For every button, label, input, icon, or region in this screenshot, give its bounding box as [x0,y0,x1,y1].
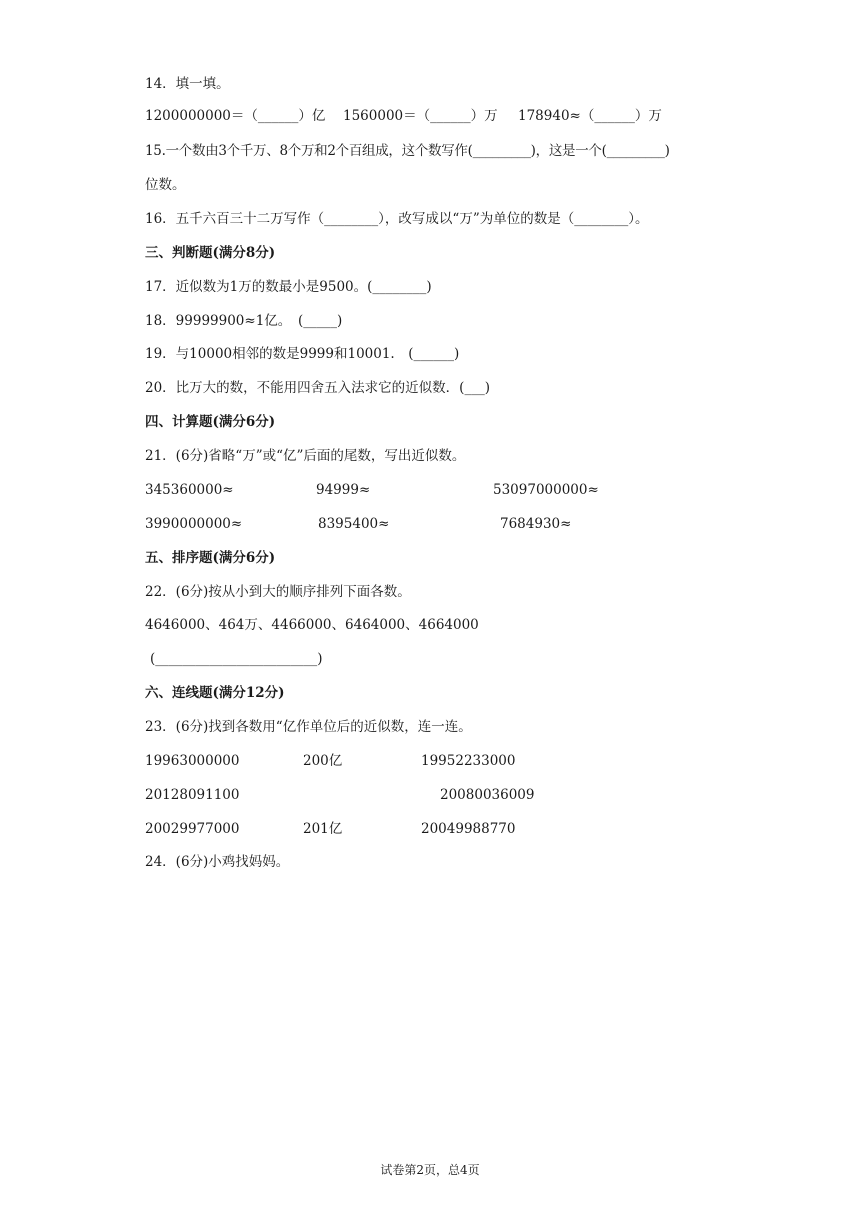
q21-row1-item-2: 94999≈ [316,482,371,498]
q14-title: 14．填一填。 [145,76,230,92]
q21-text: 21．(6分)省略“万”或“亿”后面的尾数，写出近似数。 [145,448,466,464]
q23-row3-number-2: 20049988770 [421,821,516,837]
q20-text: 20．比万大的数，不能用四舍五入法求它的近似数．(___) [145,380,490,396]
q22-answer-blank: (________________________) [150,651,323,667]
q23-row3-number-1: 20029977000 [145,821,240,837]
q21-row2-item-2: 8395400≈ [318,516,390,532]
q23-row2-number-1: 20128091100 [145,787,240,803]
q21-row2-item-1: 3990000000≈ [145,516,243,532]
q23-row3-approx: 201亿 [303,821,343,837]
q21-row1-item-3: 53097000000≈ [493,482,599,498]
section-3-title: 三、判断题(满分8分) [145,245,276,261]
section-5-title: 五、排序题(满分6分) [145,550,276,566]
q15-line-2: 位数。 [145,177,186,193]
page-footer: 试卷第2页，总4页 [380,1163,480,1177]
q17-text: 17．近似数为1万的数最小是9500。(________) [145,279,432,295]
q23-row2-number-2: 20080036009 [440,787,535,803]
q14-item-2: 1560000＝（______）万 [343,108,498,124]
q23-row1-number-2: 19952233000 [421,753,516,769]
q23-row1-approx: 200亿 [303,753,343,769]
q23-row1-number-1: 19963000000 [145,753,240,769]
q16-text: 16．五千六百三十二万写作（________），改写成以“万”为单位的数是（________）。 [145,211,649,227]
section-4-title: 四、计算题(满分6分) [145,414,276,430]
q14-item-3: 178940≈（______）万 [518,108,662,124]
q21-row1-item-1: 345360000≈ [145,482,234,498]
q15-line-1: 15.一个数由3个千万、8个万和2个百组成，这个数写作(_________)，这是一个(_________) [145,143,670,159]
q22-text: 22．(6分)按从小到大的顺序排列下面各数。 [145,584,411,600]
q22-numbers: 4646000、464万、4466000、6464000、4664000 [145,617,479,633]
q21-row2-item-3: 7684930≈ [500,516,572,532]
q24-text: 24．(6分)小鸡找妈妈。 [145,854,290,870]
q18-text: 18．99999900≈1亿。 (_____) [145,313,343,329]
section-6-title: 六、连线题(满分12分) [145,685,285,701]
q14-item-1: 1200000000＝（______）亿 [145,108,326,124]
q23-text: 23．(6分)找到各数用“亿作单位后的近似数，连一连。 [145,719,472,735]
q19-text: 19．与10000相邻的数是9999和10001. (______) [145,346,460,362]
